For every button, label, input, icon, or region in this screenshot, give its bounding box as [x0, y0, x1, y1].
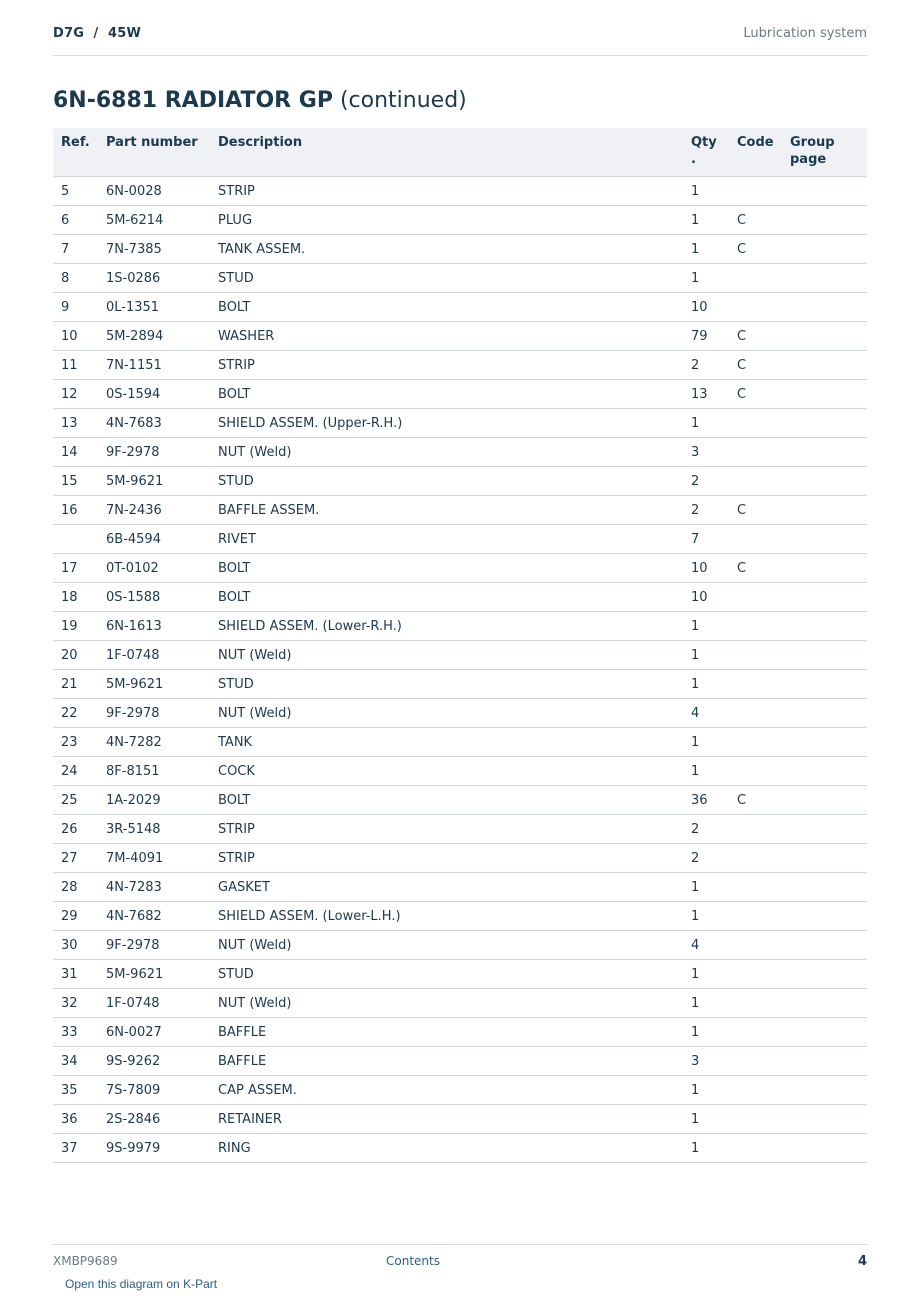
cell-part-number: 4N-7283	[106, 873, 218, 902]
cell-group-page	[790, 467, 867, 496]
cell-ref: 23	[53, 728, 106, 757]
cell-ref: 34	[53, 1047, 106, 1076]
cell-qty: 1	[691, 264, 737, 293]
cell-description: SHIELD ASSEM. (Lower-L.H.)	[218, 902, 691, 931]
cell-ref: 21	[53, 670, 106, 699]
cell-qty: 1	[691, 873, 737, 902]
cell-group-page	[790, 206, 867, 235]
cell-qty: 1	[691, 670, 737, 699]
cell-description: NUT (Weld)	[218, 699, 691, 728]
cell-description: RING	[218, 1134, 691, 1163]
cell-code	[737, 873, 790, 902]
cell-qty: 1	[691, 1076, 737, 1105]
cell-ref: 20	[53, 641, 106, 670]
page-number: 4	[857, 1254, 867, 1269]
cell-qty: 10	[691, 293, 737, 322]
cell-part-number: 5M-6214	[106, 206, 218, 235]
kpart-diagram-link[interactable]: Open this diagram on K-Part	[65, 1277, 218, 1291]
table-row	[53, 1047, 867, 1076]
cell-part-number: 1F-0748	[106, 641, 218, 670]
cell-ref: 19	[53, 612, 106, 641]
cell-ref: 6	[53, 206, 106, 235]
section-label: Lubrication system	[743, 26, 867, 41]
cell-ref: 5	[53, 177, 106, 206]
cell-description: STUD	[218, 467, 691, 496]
cell-code: C	[737, 351, 790, 380]
table-row	[53, 902, 867, 931]
cell-qty: 3	[691, 1047, 737, 1076]
cell-code	[737, 293, 790, 322]
cell-group-page	[790, 409, 867, 438]
document-id: XMBP9689	[53, 1254, 118, 1268]
cell-part-number: 6N-0027	[106, 1018, 218, 1047]
cell-ref: 7	[53, 235, 106, 264]
cell-part-number: 6N-0028	[106, 177, 218, 206]
cell-qty: 2	[691, 844, 737, 873]
cell-description: TANK ASSEM.	[218, 235, 691, 264]
cell-part-number: 0L-1351	[106, 293, 218, 322]
table-row	[53, 989, 867, 1018]
cell-description: BAFFLE ASSEM.	[218, 496, 691, 525]
cell-part-number: 9F-2978	[106, 699, 218, 728]
page-title-main: 6N-6881 RADIATOR GP	[53, 88, 333, 113]
table-row	[53, 554, 867, 583]
cell-qty: 10	[691, 583, 737, 612]
table-row	[53, 351, 867, 380]
cell-group-page	[790, 902, 867, 931]
table-row	[53, 264, 867, 293]
cell-group-page	[790, 1105, 867, 1134]
page-footer	[53, 1244, 867, 1295]
cell-group-page	[790, 1018, 867, 1047]
table-row	[53, 612, 867, 641]
cell-code	[737, 1047, 790, 1076]
cell-code	[737, 264, 790, 293]
cell-group-page	[790, 438, 867, 467]
cell-part-number: 2S-2846	[106, 1105, 218, 1134]
cell-group-page	[790, 583, 867, 612]
table-row	[53, 1134, 867, 1163]
cell-code	[737, 1018, 790, 1047]
cell-description: STRIP	[218, 844, 691, 873]
cell-group-page	[790, 757, 867, 786]
cell-group-page	[790, 235, 867, 264]
cell-description: NUT (Weld)	[218, 438, 691, 467]
cell-code	[737, 728, 790, 757]
cell-code	[737, 757, 790, 786]
cell-group-page	[790, 989, 867, 1018]
cell-qty: 1	[691, 757, 737, 786]
cell-group-page	[790, 264, 867, 293]
cell-code	[737, 670, 790, 699]
cell-code	[737, 409, 790, 438]
cell-part-number: 5M-9621	[106, 467, 218, 496]
cell-code	[737, 1076, 790, 1105]
cell-ref: 18	[53, 583, 106, 612]
cell-code	[737, 1134, 790, 1163]
cell-part-number: 8F-8151	[106, 757, 218, 786]
cell-part-number: 4N-7282	[106, 728, 218, 757]
cell-code	[737, 1105, 790, 1134]
cell-code	[737, 844, 790, 873]
cell-part-number: 9F-2978	[106, 931, 218, 960]
cell-description: SHIELD ASSEM. (Lower-R.H.)	[218, 612, 691, 641]
cell-group-page	[790, 960, 867, 989]
cell-part-number: 4N-7682	[106, 902, 218, 931]
cell-group-page	[790, 380, 867, 409]
cell-description: SHIELD ASSEM. (Upper-R.H.)	[218, 409, 691, 438]
cell-code: C	[737, 554, 790, 583]
cell-ref: 15	[53, 467, 106, 496]
table-row	[53, 322, 867, 351]
table-row	[53, 177, 867, 206]
cell-ref: 35	[53, 1076, 106, 1105]
cell-part-number: 9S-9262	[106, 1047, 218, 1076]
table-row	[53, 844, 867, 873]
cell-qty: 1	[691, 989, 737, 1018]
cell-group-page	[790, 525, 867, 554]
cell-ref: 8	[53, 264, 106, 293]
cell-group-page	[790, 844, 867, 873]
cell-description: STRIP	[218, 815, 691, 844]
cell-part-number: 0S-1588	[106, 583, 218, 612]
table-row	[53, 960, 867, 989]
parts-table	[53, 128, 867, 1163]
cell-description: NUT (Weld)	[218, 641, 691, 670]
cell-description: BOLT	[218, 554, 691, 583]
cell-code	[737, 583, 790, 612]
cell-qty: 2	[691, 815, 737, 844]
cell-group-page	[790, 931, 867, 960]
cell-part-number: 7N-2436	[106, 496, 218, 525]
cell-group-page	[790, 873, 867, 902]
cell-ref: 25	[53, 786, 106, 815]
table-row	[53, 670, 867, 699]
cell-description: STUD	[218, 960, 691, 989]
cell-part-number: 3R-5148	[106, 815, 218, 844]
col-header-code: Code	[737, 128, 790, 177]
table-row	[53, 235, 867, 264]
cell-group-page	[790, 699, 867, 728]
page-title	[53, 88, 467, 113]
cell-group-page	[790, 1076, 867, 1105]
cell-part-number: 7N-1151	[106, 351, 218, 380]
cell-description: BOLT	[218, 293, 691, 322]
cell-qty: 4	[691, 699, 737, 728]
cell-group-page	[790, 554, 867, 583]
cell-part-number: 6N-1613	[106, 612, 218, 641]
cell-qty: 7	[691, 525, 737, 554]
cell-code	[737, 960, 790, 989]
table-row	[53, 873, 867, 902]
table-row	[53, 496, 867, 525]
cell-qty: 1	[691, 641, 737, 670]
cell-group-page	[790, 786, 867, 815]
cell-ref: 33	[53, 1018, 106, 1047]
cell-code	[737, 641, 790, 670]
cell-group-page	[790, 641, 867, 670]
cell-ref	[53, 525, 106, 554]
cell-description: BOLT	[218, 583, 691, 612]
cell-code: C	[737, 206, 790, 235]
cell-ref: 36	[53, 1105, 106, 1134]
table-row	[53, 757, 867, 786]
cell-part-number: 0S-1594	[106, 380, 218, 409]
cell-code: C	[737, 786, 790, 815]
cell-ref: 32	[53, 989, 106, 1018]
cell-part-number: 5M-2894	[106, 322, 218, 351]
cell-part-number: 9F-2978	[106, 438, 218, 467]
cell-group-page	[790, 1134, 867, 1163]
cell-description: BAFFLE	[218, 1047, 691, 1076]
cell-part-number: 1S-0286	[106, 264, 218, 293]
cell-group-page	[790, 728, 867, 757]
table-row	[53, 931, 867, 960]
cell-part-number: 1A-2029	[106, 786, 218, 815]
cell-code	[737, 525, 790, 554]
cell-code: C	[737, 380, 790, 409]
table-row	[53, 1105, 867, 1134]
model-label: D7G / 45W	[53, 26, 141, 41]
cell-part-number: 9S-9979	[106, 1134, 218, 1163]
cell-group-page	[790, 1047, 867, 1076]
cell-qty: 1	[691, 612, 737, 641]
cell-code	[737, 177, 790, 206]
cell-ref: 12	[53, 380, 106, 409]
cell-ref: 28	[53, 873, 106, 902]
table-row	[53, 525, 867, 554]
page-header	[53, 26, 867, 56]
table-row	[53, 438, 867, 467]
cell-description: TANK	[218, 728, 691, 757]
cell-description: STRIP	[218, 351, 691, 380]
table-row	[53, 409, 867, 438]
cell-part-number: 4N-7683	[106, 409, 218, 438]
cell-ref: 22	[53, 699, 106, 728]
cell-qty: 1	[691, 728, 737, 757]
cell-ref: 26	[53, 815, 106, 844]
cell-code	[737, 438, 790, 467]
cell-description: RIVET	[218, 525, 691, 554]
col-header-ref: Ref.	[53, 128, 106, 177]
cell-qty: 79	[691, 322, 737, 351]
cell-code	[737, 902, 790, 931]
cell-group-page	[790, 496, 867, 525]
cell-description: GASKET	[218, 873, 691, 902]
cell-qty: 2	[691, 351, 737, 380]
cell-ref: 9	[53, 293, 106, 322]
contents-link[interactable]: Contents	[386, 1254, 440, 1268]
cell-qty: 2	[691, 467, 737, 496]
table-row	[53, 293, 867, 322]
cell-part-number: 6B-4594	[106, 525, 218, 554]
cell-qty: 1	[691, 1134, 737, 1163]
table-row	[53, 206, 867, 235]
cell-qty: 3	[691, 438, 737, 467]
cell-ref: 30	[53, 931, 106, 960]
cell-qty: 13	[691, 380, 737, 409]
cell-description: BOLT	[218, 380, 691, 409]
cell-ref: 16	[53, 496, 106, 525]
cell-ref: 13	[53, 409, 106, 438]
cell-description: NUT (Weld)	[218, 931, 691, 960]
cell-qty: 4	[691, 931, 737, 960]
table-row	[53, 728, 867, 757]
cell-code	[737, 931, 790, 960]
cell-description: STUD	[218, 670, 691, 699]
cell-group-page	[790, 293, 867, 322]
cell-code: C	[737, 496, 790, 525]
cell-code	[737, 989, 790, 1018]
cell-qty: 1	[691, 902, 737, 931]
table-row	[53, 380, 867, 409]
table-row	[53, 1018, 867, 1047]
cell-qty: 1	[691, 960, 737, 989]
cell-qty: 1	[691, 1018, 737, 1047]
cell-group-page	[790, 815, 867, 844]
cell-part-number: 7M-4091	[106, 844, 218, 873]
col-header-part-number: Part number	[106, 128, 218, 177]
cell-code	[737, 467, 790, 496]
cell-ref: 37	[53, 1134, 106, 1163]
cell-description: WASHER	[218, 322, 691, 351]
cell-code	[737, 815, 790, 844]
cell-description: STUD	[218, 264, 691, 293]
cell-ref: 11	[53, 351, 106, 380]
cell-description: NUT (Weld)	[218, 989, 691, 1018]
table-row	[53, 467, 867, 496]
cell-group-page	[790, 670, 867, 699]
table-row	[53, 641, 867, 670]
cell-group-page	[790, 612, 867, 641]
cell-qty: 1	[691, 235, 737, 264]
cell-group-page	[790, 322, 867, 351]
cell-code: C	[737, 322, 790, 351]
table-row	[53, 699, 867, 728]
col-header-qty: Qty .	[691, 128, 737, 177]
cell-ref: 14	[53, 438, 106, 467]
table-row	[53, 1076, 867, 1105]
cell-qty: 2	[691, 496, 737, 525]
cell-ref: 24	[53, 757, 106, 786]
col-header-group-page: Group page	[790, 128, 867, 177]
cell-ref: 27	[53, 844, 106, 873]
parts-table-header	[53, 128, 867, 177]
cell-part-number: 7N-7385	[106, 235, 218, 264]
cell-qty: 1	[691, 206, 737, 235]
table-row	[53, 815, 867, 844]
cell-description: RETAINER	[218, 1105, 691, 1134]
cell-qty: 1	[691, 1105, 737, 1134]
cell-code	[737, 612, 790, 641]
cell-group-page	[790, 177, 867, 206]
cell-qty: 36	[691, 786, 737, 815]
cell-ref: 31	[53, 960, 106, 989]
cell-part-number: 7S-7809	[106, 1076, 218, 1105]
cell-qty: 1	[691, 177, 737, 206]
cell-part-number: 5M-9621	[106, 670, 218, 699]
cell-code: C	[737, 235, 790, 264]
cell-description: BOLT	[218, 786, 691, 815]
table-row	[53, 583, 867, 612]
table-row	[53, 786, 867, 815]
cell-part-number: 5M-9621	[106, 960, 218, 989]
cell-ref: 29	[53, 902, 106, 931]
cell-group-page	[790, 351, 867, 380]
page-title-suffix: (continued)	[339, 88, 467, 113]
cell-qty: 10	[691, 554, 737, 583]
cell-description: CAP ASSEM.	[218, 1076, 691, 1105]
cell-qty: 1	[691, 409, 737, 438]
cell-description: COCK	[218, 757, 691, 786]
cell-description: STRIP	[218, 177, 691, 206]
cell-description: BAFFLE	[218, 1018, 691, 1047]
parts-table-body	[53, 177, 867, 1163]
cell-ref: 10	[53, 322, 106, 351]
cell-ref: 17	[53, 554, 106, 583]
cell-part-number: 0T-0102	[106, 554, 218, 583]
col-header-description: Description	[218, 128, 691, 177]
cell-part-number: 1F-0748	[106, 989, 218, 1018]
cell-code	[737, 699, 790, 728]
cell-description: PLUG	[218, 206, 691, 235]
